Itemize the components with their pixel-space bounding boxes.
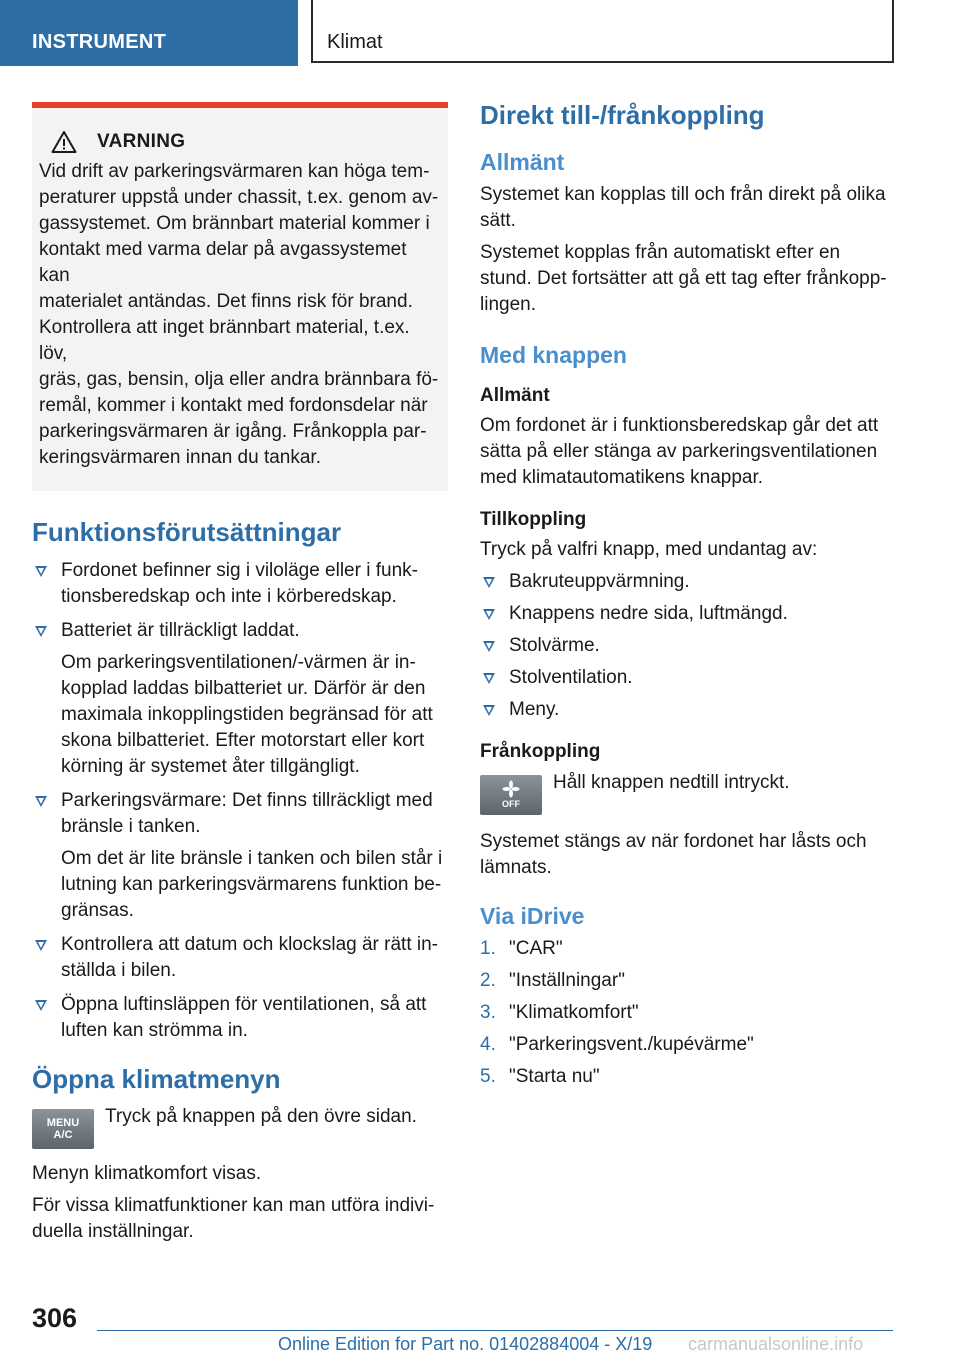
step-text: "Inställningar" xyxy=(509,970,625,991)
text-line: maximala inkopplingstiden begränsad för att xyxy=(61,704,433,725)
step-text: "Klimatkomfort" xyxy=(509,1002,639,1023)
menu-button-row xyxy=(32,1106,448,1149)
step-text: "Starta nu" xyxy=(509,1066,600,1087)
bullet-triangle-icon xyxy=(35,626,47,637)
bullet-text xyxy=(61,992,448,1044)
bullet-triangle-icon xyxy=(483,641,495,652)
bullet-triangle-icon xyxy=(483,577,495,588)
text-line: Kontrollera att datum och klockslag är rätt in- xyxy=(61,934,439,955)
footer-edition: Online Edition for Part no. 01402884004 - X/19 xyxy=(278,1334,653,1354)
fan-off-button-icon xyxy=(480,775,542,815)
step-number: 2. xyxy=(480,970,496,991)
off-text: Håll knappen nedtill intryckt. xyxy=(553,772,790,793)
text-line: Batteriet är tillräckligt laddat. xyxy=(61,620,300,641)
text-line: körning är systemet åter tillgängligt. xyxy=(61,756,360,777)
text-line: Stolventilation. xyxy=(509,667,633,688)
prereq-item xyxy=(32,932,448,984)
text-line: Systemet kopplas från automatiskt efter en xyxy=(480,242,841,263)
bullet-triangle-icon xyxy=(483,673,495,684)
menu-shown-text: Menyn klimatkomfort visas. xyxy=(32,1163,262,1184)
off-heading: Frånkoppling xyxy=(480,741,601,762)
general-p2 xyxy=(480,240,900,318)
text-line: Öppna luftinsläppen för ventilationen, så att xyxy=(61,994,427,1015)
idrive-step xyxy=(480,936,900,962)
on-text: Tryck på valfri knapp, med undantag av: xyxy=(480,539,818,560)
text-line: luften kan strömma in. xyxy=(61,1020,248,1041)
menu-heading: Öppna klimatmenyn xyxy=(32,1064,281,1094)
warning-title: VARNING xyxy=(97,131,186,152)
text-line: materialet antändas. Det finns risk för brand. xyxy=(39,291,413,312)
bullet-text xyxy=(509,633,900,659)
button-general-heading: Allmänt xyxy=(480,385,550,406)
bullet-text xyxy=(61,788,448,840)
bullet-triangle-icon xyxy=(483,705,495,716)
text-line: Om parkeringsventilationen/-värmen är in- xyxy=(61,652,416,673)
text-line: Parkeringsvärmare: Det finns tillräckligt med xyxy=(61,790,433,811)
step-number: 5. xyxy=(480,1066,496,1087)
text-line: peraturer uppstå under chassit, t.ex. genom av- xyxy=(39,187,439,208)
prereq-list xyxy=(32,558,448,1044)
text-line: gränsas. xyxy=(61,900,134,921)
text-line: Om fordonet är i funktionsberedskap går det att xyxy=(480,415,879,436)
step-number: 1. xyxy=(480,938,496,959)
bullet-triangle-icon xyxy=(35,566,47,577)
warning-header xyxy=(51,130,440,154)
text-line: lutning kan parkeringsvärmarens funktion be- xyxy=(61,874,442,895)
on-list xyxy=(480,569,900,723)
step-number: 4. xyxy=(480,1034,496,1055)
on-list-item xyxy=(480,697,900,723)
right-column xyxy=(480,100,900,1090)
prereq-heading: Funktionsförutsättningar xyxy=(32,517,342,547)
menu-icon-label-bottom: A/C xyxy=(53,1129,73,1141)
menu-individual-text xyxy=(32,1193,448,1245)
bullet-text xyxy=(61,558,448,610)
text-line: Systemet kan kopplas till och från direkt på olika xyxy=(480,184,886,205)
text-line: keringsvärmaren innan du tankar. xyxy=(39,447,321,468)
footer-divider xyxy=(97,1330,893,1331)
text-line: Meny. xyxy=(509,699,560,720)
bullet-text xyxy=(61,618,448,644)
prereq-item-note xyxy=(61,846,448,924)
prereq-item xyxy=(32,618,448,780)
on-list-item xyxy=(480,569,900,595)
text-line: gassystemet. Om brännbart material kommer i xyxy=(39,213,430,234)
idrive-heading: Via iDrive xyxy=(480,903,585,929)
text-line: tionsberedskap och inte i körberedskap. xyxy=(61,586,397,607)
off-result-text xyxy=(480,829,900,881)
text-line: remål, kommer i kontakt med fordonsdelar när xyxy=(39,395,428,416)
menu-ac-button-icon xyxy=(32,1109,94,1149)
warning-text xyxy=(39,159,440,471)
on-list-item xyxy=(480,601,900,627)
menu-icon-label-top: MENU xyxy=(46,1117,80,1129)
text-line: gräs, gas, bensin, olja eller andra brännbara fö- xyxy=(39,369,439,390)
text-line: lämnats. xyxy=(480,857,552,878)
bullet-text xyxy=(509,569,900,595)
menu-button-text: Tryck på knappen på den övre sidan. xyxy=(105,1106,417,1127)
text-line: stund. Det fortsätter att gå ett tag efter frånkopp- xyxy=(480,268,887,289)
step-number: 3. xyxy=(480,1002,496,1023)
idrive-step xyxy=(480,1032,900,1058)
bullet-text xyxy=(61,932,448,984)
general-p1 xyxy=(480,182,900,234)
chapter-tab xyxy=(311,0,894,63)
text-line: kontakt med varma delar på avgassystemet kan xyxy=(39,239,407,286)
section-tab xyxy=(0,0,298,66)
text-line: lingen. xyxy=(480,294,536,315)
prereq-item xyxy=(32,558,448,610)
general-heading: Allmänt xyxy=(480,149,565,175)
bullet-text xyxy=(509,665,900,691)
text-line: kopplad laddas bilbatteriet ur. Därför är den xyxy=(61,678,426,699)
bullet-triangle-icon xyxy=(35,940,47,951)
chapter-label: Klimat xyxy=(327,31,383,53)
bullet-text xyxy=(509,601,900,627)
idrive-step xyxy=(480,968,900,994)
text-line: Stolvärme. xyxy=(509,635,600,656)
text-line: sätta på eller stänga av parkeringsventilationen xyxy=(480,441,878,462)
text-line: skona bilbatteriet. Efter motorstart eller kort xyxy=(61,730,425,751)
text-line: Fordonet befinner sig i viloläge eller i funk- xyxy=(61,560,418,581)
text-line: sätt. xyxy=(480,210,516,231)
text-line: parkeringsvärmaren är igång. Frånkoppla par- xyxy=(39,421,427,442)
bullet-triangle-icon xyxy=(35,1000,47,1011)
text-line: För vissa klimatfunktioner kan man utföra indivi- xyxy=(32,1195,435,1216)
prereq-item xyxy=(32,992,448,1044)
text-line: Vid drift av parkeringsvärmaren kan höga tem- xyxy=(39,161,430,182)
direct-heading: Direkt till-/frånkoppling xyxy=(480,100,765,130)
footer-watermark: carmanualsonline.info xyxy=(688,1334,864,1354)
button-section-heading: Med knappen xyxy=(480,342,627,368)
text-line: Systemet stängs av när fordonet har låsts och xyxy=(480,831,867,852)
idrive-step xyxy=(480,1000,900,1026)
bullet-triangle-icon xyxy=(35,796,47,807)
off-button-row xyxy=(480,772,900,815)
on-heading: Tillkoppling xyxy=(480,509,587,530)
off-icon-label: OFF xyxy=(502,799,520,809)
fan-icon xyxy=(502,780,520,798)
on-list-item xyxy=(480,633,900,659)
text-line: bränsle i tanken. xyxy=(61,816,201,837)
text-line: duella inställningar. xyxy=(32,1221,194,1242)
text-line: Kontrollera att inget brännbart material, t.ex. löv, xyxy=(39,317,410,364)
idrive-steps xyxy=(480,936,900,1090)
idrive-step xyxy=(480,1064,900,1090)
step-text: "Parkeringsvent./kupévärme" xyxy=(509,1034,754,1055)
on-list-item xyxy=(480,665,900,691)
text-line: med klimatautomatikens knappar. xyxy=(480,467,764,488)
text-line: Om det är lite bränsle i tanken och bilen står i xyxy=(61,848,443,869)
text-line: Knappens nedre sida, luftmängd. xyxy=(509,603,788,624)
warning-triangle-icon xyxy=(51,130,77,154)
text-line: Bakruteuppvärmning. xyxy=(509,571,690,592)
left-column xyxy=(32,102,448,1245)
page-number: 306 xyxy=(32,1303,78,1333)
section-label: INSTRUMENT xyxy=(32,31,167,53)
prereq-item xyxy=(32,788,448,924)
bullet-text xyxy=(509,697,900,723)
step-text: "CAR" xyxy=(509,938,563,959)
prereq-item-note xyxy=(61,650,448,780)
button-general-text xyxy=(480,413,900,491)
warning-box xyxy=(32,102,448,491)
bullet-triangle-icon xyxy=(483,609,495,620)
text-line: ställda i bilen. xyxy=(61,960,177,981)
